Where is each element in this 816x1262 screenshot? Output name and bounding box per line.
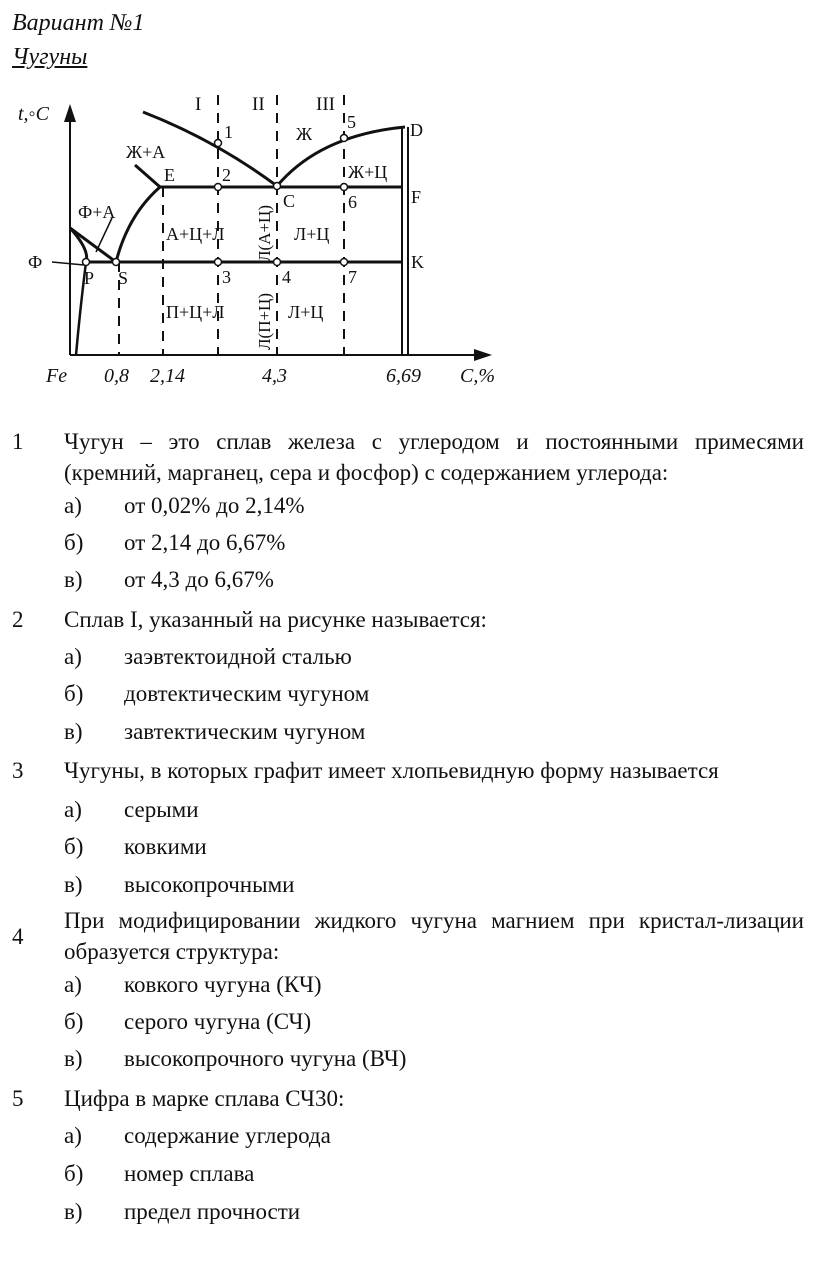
point-label-7: 7 [348, 267, 357, 287]
point-label-5: 5 [347, 112, 356, 132]
option-text: серого чугуна (СЧ) [124, 1009, 312, 1034]
line-gs [70, 228, 116, 262]
option-text: ковкими [124, 834, 207, 859]
option-letter: а) [64, 644, 82, 669]
option-letter: б) [64, 1161, 84, 1186]
point-5 [341, 135, 348, 142]
option-letter: а) [64, 1123, 82, 1148]
option-text: завтектическим чугуном [124, 719, 366, 744]
alloy-label-2: II [252, 94, 265, 115]
variant-title: Вариант №1 [12, 10, 145, 36]
point-7 [341, 259, 348, 266]
question-text: Сплав I, указанный на рисунке называется: [64, 607, 487, 632]
option-letter: а) [64, 493, 82, 518]
region-l-c-lower: Л+Ц [288, 302, 324, 322]
point-1 [215, 140, 222, 147]
option-letter: а) [64, 797, 82, 822]
option-letter: б) [64, 834, 84, 859]
question-number: 4 [12, 924, 24, 949]
x-tick-fe: Fe [46, 365, 68, 387]
letter-p: P [84, 268, 95, 288]
option-letter: б) [64, 530, 84, 555]
option-text: ковкого чугуна (КЧ) [124, 972, 322, 997]
point-label-4: 4 [282, 267, 291, 287]
question-number: 1 [12, 429, 24, 454]
region-ledeburite-lower: Л(П+Ц) [255, 293, 274, 350]
region-l-c-upper: Л+Ц [294, 224, 330, 244]
point-label-1: 1 [224, 122, 233, 142]
region-ferrite-austenite: Ф+А [78, 202, 116, 222]
option-text: от 0,02% до 2,14% [124, 493, 305, 518]
iron-carbon-diagram [0, 0, 816, 400]
option-text: серыми [124, 797, 199, 822]
x-tick-0-8: 0,8 [104, 365, 129, 387]
option-letter: а) [64, 972, 82, 997]
x-axis-label: С,% [460, 365, 495, 387]
alloy-label-3: III [316, 94, 335, 115]
point-4 [274, 259, 281, 266]
x-axis-arrow [474, 349, 492, 361]
topic-title: Чугуны [12, 44, 88, 70]
option-text: от 4,3 до 6,67% [124, 567, 274, 592]
option-text: высокопрочного чугуна (ВЧ) [124, 1046, 407, 1071]
y-axis-arrow [64, 104, 76, 122]
pointer-ferrite [52, 262, 84, 265]
letter-ferrite: Ф [28, 252, 43, 272]
letter-d: D [410, 120, 423, 140]
line-es [116, 187, 160, 262]
point-label-2: 2 [222, 165, 231, 185]
option-letter: в) [64, 567, 83, 592]
letter-f: F [411, 187, 422, 207]
region-a-c-l: А+Ц+Л [166, 224, 225, 244]
option-text: заэвтектоидной сталью [124, 644, 352, 669]
option-text: довтектическим чугуном [124, 681, 370, 706]
letter-c: C [283, 191, 296, 211]
point-2 [215, 184, 222, 191]
option-letter: б) [64, 681, 84, 706]
region-liquid-cementite: Ж+Ц [348, 162, 388, 182]
option-text: предел прочности [124, 1199, 301, 1224]
option-text: номер сплава [124, 1161, 255, 1186]
line-ae [135, 165, 160, 187]
option-letter: б) [64, 1009, 84, 1034]
question-number: 3 [12, 758, 24, 783]
region-ledeburite-upper: Л(А+Ц) [255, 205, 274, 262]
pointer-ferrite-austenite [96, 218, 112, 252]
option-text: содержание углерода [124, 1123, 331, 1148]
question-text: При модифицировании жидкого чугуна магнием при кристал-лизации образуется структура: [64, 908, 804, 964]
question-text: Цифра в марке сплава СЧ30: [64, 1086, 345, 1111]
option-letter: в) [64, 872, 83, 897]
option-letter: в) [64, 719, 83, 744]
option-letter: в) [64, 1199, 83, 1224]
alloy-label-1: I [195, 94, 202, 115]
region-liquid: Ж [296, 124, 313, 144]
question-number: 5 [12, 1086, 24, 1111]
letter-e: E [164, 165, 175, 185]
point-c [274, 183, 281, 190]
point-label-6: 6 [348, 192, 357, 212]
question-text: Чугун – это сплав железа с углеродом и постоянными примесями (кремний, марганец, сера и фосфор) с содержанием углерода: [64, 429, 804, 485]
point-label-3: 3 [222, 267, 231, 287]
letter-k: K [411, 252, 424, 272]
letter-s: S [118, 268, 129, 288]
x-tick-4-3: 4,3 [262, 365, 287, 387]
region-p-c-l: П+Ц+Л [166, 302, 225, 322]
question-number: 2 [12, 607, 24, 632]
x-tick-2-14: 2,14 [150, 365, 185, 387]
y-axis-label: t,◦C [18, 103, 49, 125]
region-liquid-austenite: Ж+А [126, 142, 166, 162]
point-s [113, 259, 120, 266]
option-letter: в) [64, 1046, 83, 1071]
x-tick-6-69: 6,69 [386, 365, 421, 387]
option-text: от 2,14 до 6,67% [124, 530, 286, 555]
point-6 [341, 184, 348, 191]
option-text: высокопрочными [124, 872, 295, 897]
question-text: Чугуны, в которых графит имеет хлопьевидную форму называется [64, 758, 719, 783]
point-3 [215, 259, 222, 266]
